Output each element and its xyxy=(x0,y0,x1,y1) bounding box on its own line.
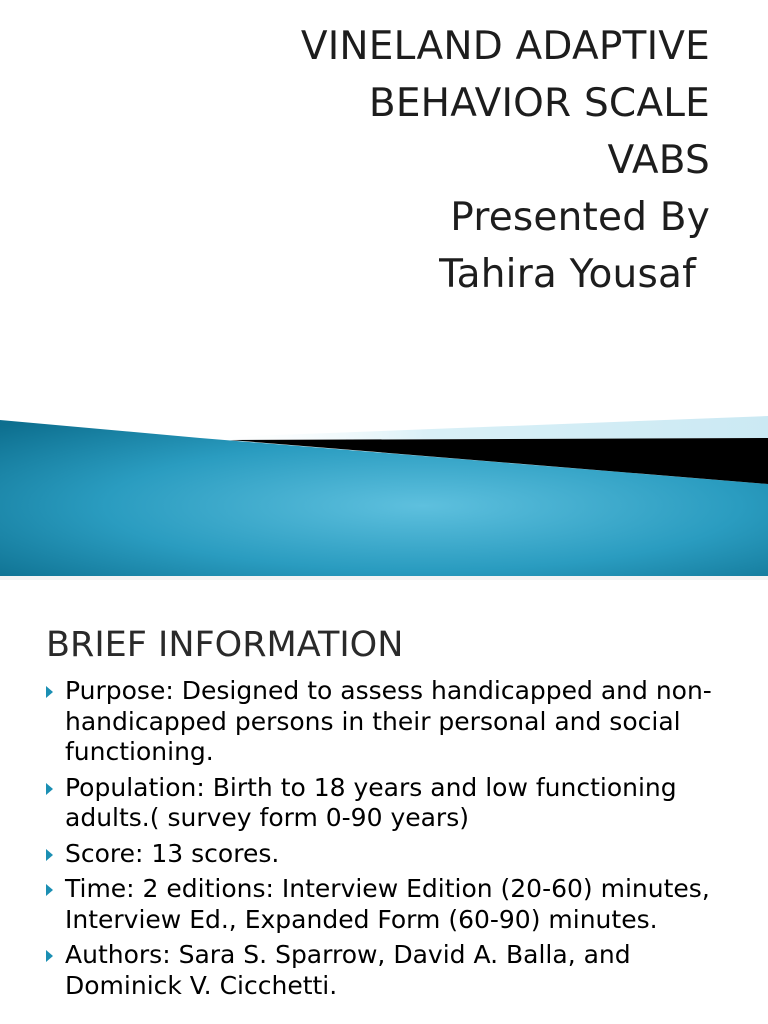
list-item xyxy=(44,773,744,834)
item-text: Designed to assess handicapped and non-handicapped persons in their personal and social functioning. xyxy=(65,676,712,766)
info-slide xyxy=(0,576,768,1024)
title-line-3: VABS xyxy=(607,138,710,183)
item-text: 2 editions: Interview Edition (20-60) minutes, Interview Ed., Expanded Form (60-90) minutes. xyxy=(65,874,710,934)
item-text: 13 scores. xyxy=(143,838,280,868)
list-item xyxy=(44,874,744,935)
list-item xyxy=(44,839,744,870)
title-line-4: Presented By xyxy=(450,195,710,240)
bullet-list xyxy=(44,676,744,1006)
item-label: Score: xyxy=(65,838,144,868)
slide-heading: BRIEF INFORMATION xyxy=(46,625,404,665)
item-text: Sara S. Sparrow, David A. Balla, and Dominick V. Cicchetti. xyxy=(65,940,631,1000)
bullet-arrow-icon xyxy=(46,849,53,861)
title-line-5: Tahira Yousaf xyxy=(439,252,696,297)
decorative-banner xyxy=(0,400,768,576)
list-item xyxy=(44,940,744,1001)
item-text: Birth to 18 years and low functioning adults.( survey form 0-90 years) xyxy=(65,772,677,832)
bullet-arrow-icon xyxy=(46,950,53,962)
bullet-arrow-icon xyxy=(46,884,53,896)
item-label: Authors: xyxy=(65,940,171,969)
list-item xyxy=(44,676,744,768)
title-line-1: VINELAND ADAPTIVE xyxy=(300,24,710,69)
item-label: Time: xyxy=(65,874,135,903)
bullet-arrow-icon xyxy=(46,783,53,795)
title-line-2: BEHAVIOR SCALE xyxy=(368,81,710,126)
banner-light-stripe xyxy=(200,416,768,440)
slide-title xyxy=(301,18,710,303)
item-label: Purpose: xyxy=(65,676,174,705)
bullet-arrow-icon xyxy=(46,686,53,698)
item-label: Population: xyxy=(65,772,205,802)
